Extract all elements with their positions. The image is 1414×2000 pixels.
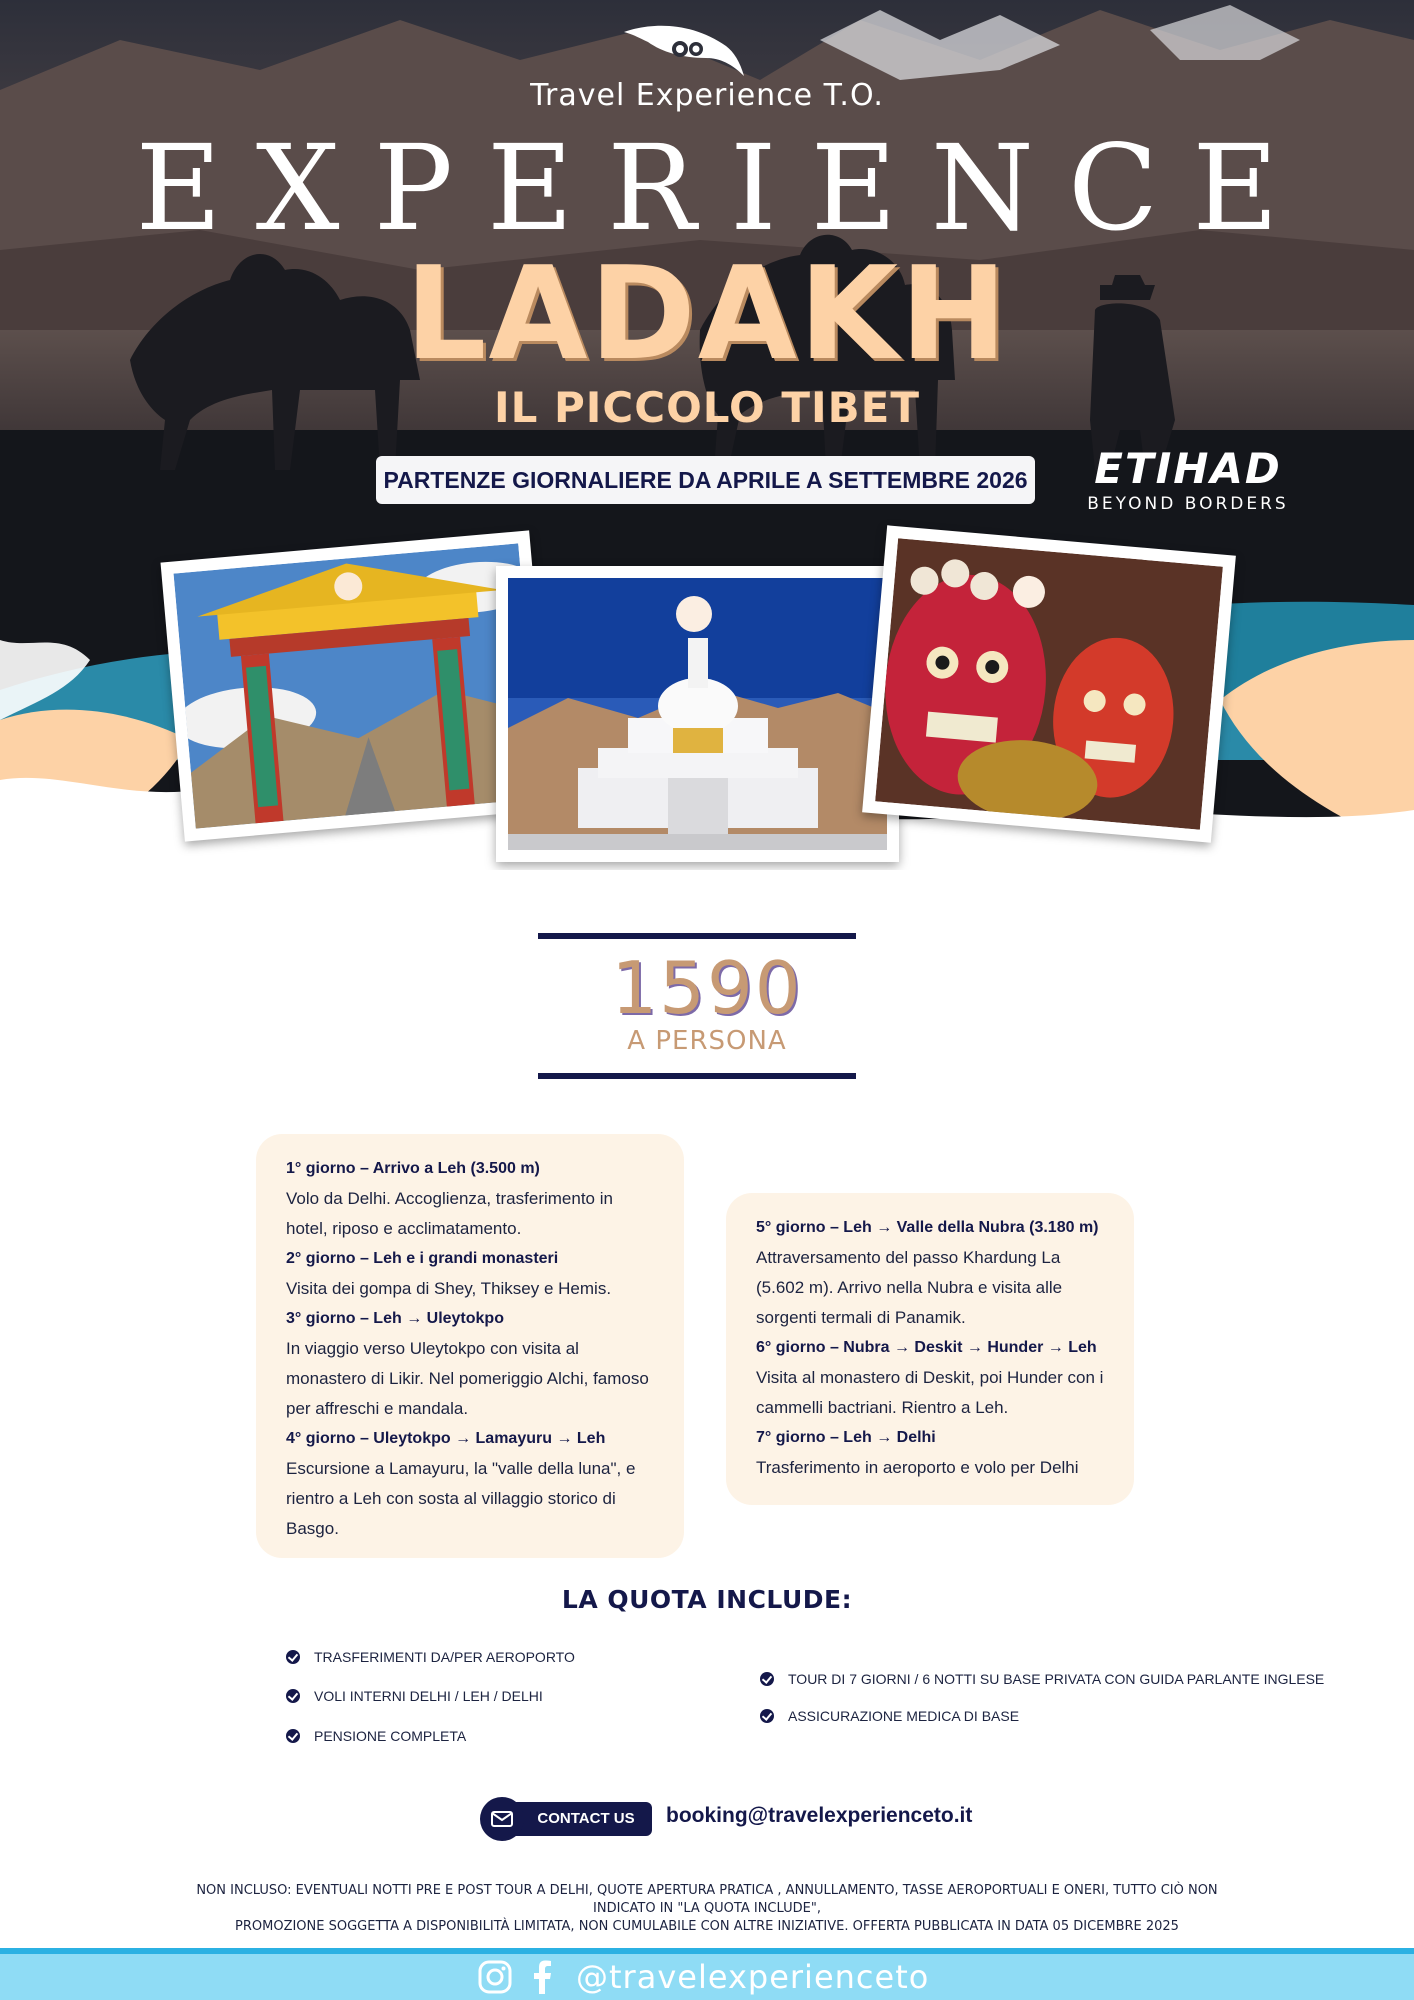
price-label: A PERSONA [627, 1026, 787, 1056]
airline-name: ETIHAD [1094, 444, 1282, 493]
social-links [478, 1958, 929, 1996]
check-circle-icon [286, 1729, 300, 1743]
departures-banner: PARTENZE GIORNALIERE DA APRILE A SETTEMBRE 2026 [376, 456, 1035, 504]
include-item [760, 1708, 1019, 1724]
destination-subtitle: IL PICCOLO TIBET [494, 383, 920, 432]
day-4 [286, 1424, 654, 1544]
price-divider-top [538, 933, 856, 939]
check-circle-icon [760, 1672, 774, 1686]
footer-bar [0, 1954, 1414, 2000]
day-title: 3° giorno – Leh → Uleytokpo [286, 1310, 504, 1327]
envelope-icon [480, 1797, 524, 1841]
destination-title: LADAKH [404, 240, 1010, 389]
photo-monastery-gate [161, 530, 554, 841]
day-text: Visita dei gompa di Shey, Thiksey e Hemis. [286, 1279, 612, 1298]
hero-banner [0, 0, 1414, 870]
include-item [286, 1728, 466, 1744]
day-title: 2° giorno – Leh e i grandi monasteri [286, 1250, 559, 1267]
terms-notes [150, 1882, 1264, 1936]
price-divider-bottom [538, 1073, 856, 1079]
notes-line: INDICATO IN "LA QUOTA INCLUDE", [593, 1901, 821, 1916]
day-text: Visita al monastero di Deskit, poi Hunder con i cammelli bactriani. Rientro a Leh. [756, 1368, 1104, 1417]
include-item-label: VOLI INTERNI DELHI / LEH / DELHI [314, 1688, 543, 1704]
airline-tagline: BEYOND BORDERS [1087, 494, 1289, 514]
include-item-label: TRASFERIMENTI DA/PER AEROPORTO [314, 1649, 575, 1665]
itinerary-card-right [726, 1193, 1134, 1505]
include-item-label: TOUR DI 7 GIORNI / 6 NOTTI SU BASE PRIVATA CON GUIDA PARLANTE INGLESE [788, 1671, 1325, 1687]
day-7 [756, 1423, 1104, 1483]
day-3 [286, 1304, 654, 1424]
day-2 [286, 1244, 654, 1304]
itinerary-card-left [256, 1134, 684, 1558]
check-circle-icon [286, 1689, 300, 1703]
photo-festival-masks [862, 525, 1236, 842]
notes-line: NON INCLUSO: EVENTUALI NOTTI PRE E POST TOUR A DELHI, QUOTE APERTURA PRATICA , ANNULLAMENTO, TASSE AEROPORTUALI E ONERI, TUTTO CIÒ NON [196, 1883, 1218, 1898]
day-6 [756, 1333, 1104, 1423]
photo-stupa [496, 566, 899, 862]
day-title: 7° giorno – Leh → Delhi [756, 1429, 936, 1446]
gate-photo-image [174, 543, 541, 828]
check-circle-icon [286, 1650, 300, 1664]
notes-line: PROMOZIONE SOGGETTA A DISPONIBILITÀ LIMITATA, NON CUMULABILE CON ALTRE INIZIATIVE. OFFERTA PUBBLICATA IN DATA 05 DICEMBRE 2025 [235, 1919, 1179, 1934]
contact-us-label: CONTACT US [506, 1802, 652, 1836]
day-text: Attraversamento del passo Khardung La (5.602 m). Arrivo nella Nubra e visita alle sorgenti termali di Panamik. [756, 1248, 1063, 1327]
day-text: In viaggio verso Uleytokpo con visita al monastero di Likir. Nel pomeriggio Alchi, famoso per affreschi e mandala. [286, 1339, 649, 1418]
masks-photo-image [875, 538, 1223, 829]
include-item [286, 1688, 543, 1704]
includes-title: LA QUOTA INCLUDE: [561, 1585, 853, 1614]
include-item [286, 1649, 575, 1665]
check-circle-icon [760, 1709, 774, 1723]
day-text: Volo da Delhi. Accoglienza, trasferimento in hotel, riposo e acclimatamento. [286, 1189, 613, 1238]
day-title: 5° giorno – Leh → Valle della Nubra (3.180 m) [756, 1219, 1099, 1236]
social-handle[interactable]: @travelexperienceto [576, 1958, 930, 1996]
contact-us-button[interactable] [480, 1797, 652, 1841]
day-title: 6° giorno – Nubra → Deskit → Hunder → Leh [756, 1339, 1097, 1356]
facebook-icon[interactable] [532, 1960, 552, 1994]
day-title: 4° giorno – Uleytokpo → Lamayuru → Leh [286, 1430, 606, 1447]
day-text: Escursione a Lamayuru, la "valle della luna", e rientro a Leh con sosta al villaggio storico di Basgo. [286, 1459, 636, 1538]
include-item-label: PENSIONE COMPLETA [314, 1728, 467, 1744]
contact-email-link[interactable]: booking@travelexperienceto.it [666, 1804, 973, 1827]
travel-experience-logo-icon [622, 22, 746, 78]
day-title: 1° giorno – Arrivo a Leh (3.500 m) [286, 1160, 540, 1177]
instagram-icon[interactable] [478, 1960, 512, 1994]
day-text: Trasferimento in aeroporto e volo per Delhi [756, 1458, 1079, 1477]
include-item-label: ASSICURAZIONE MEDICA DI BASE [788, 1708, 1020, 1724]
day-5 [756, 1213, 1104, 1333]
price-value: 1590 [611, 946, 803, 1030]
hero-title: EXPERIENCE [135, 119, 1313, 257]
brand-logo-text: Travel Experience T.O. [530, 78, 884, 113]
day-1 [286, 1154, 654, 1244]
airline-logo [1082, 446, 1294, 514]
include-item [760, 1671, 1324, 1687]
stupa-photo-image [508, 578, 887, 850]
